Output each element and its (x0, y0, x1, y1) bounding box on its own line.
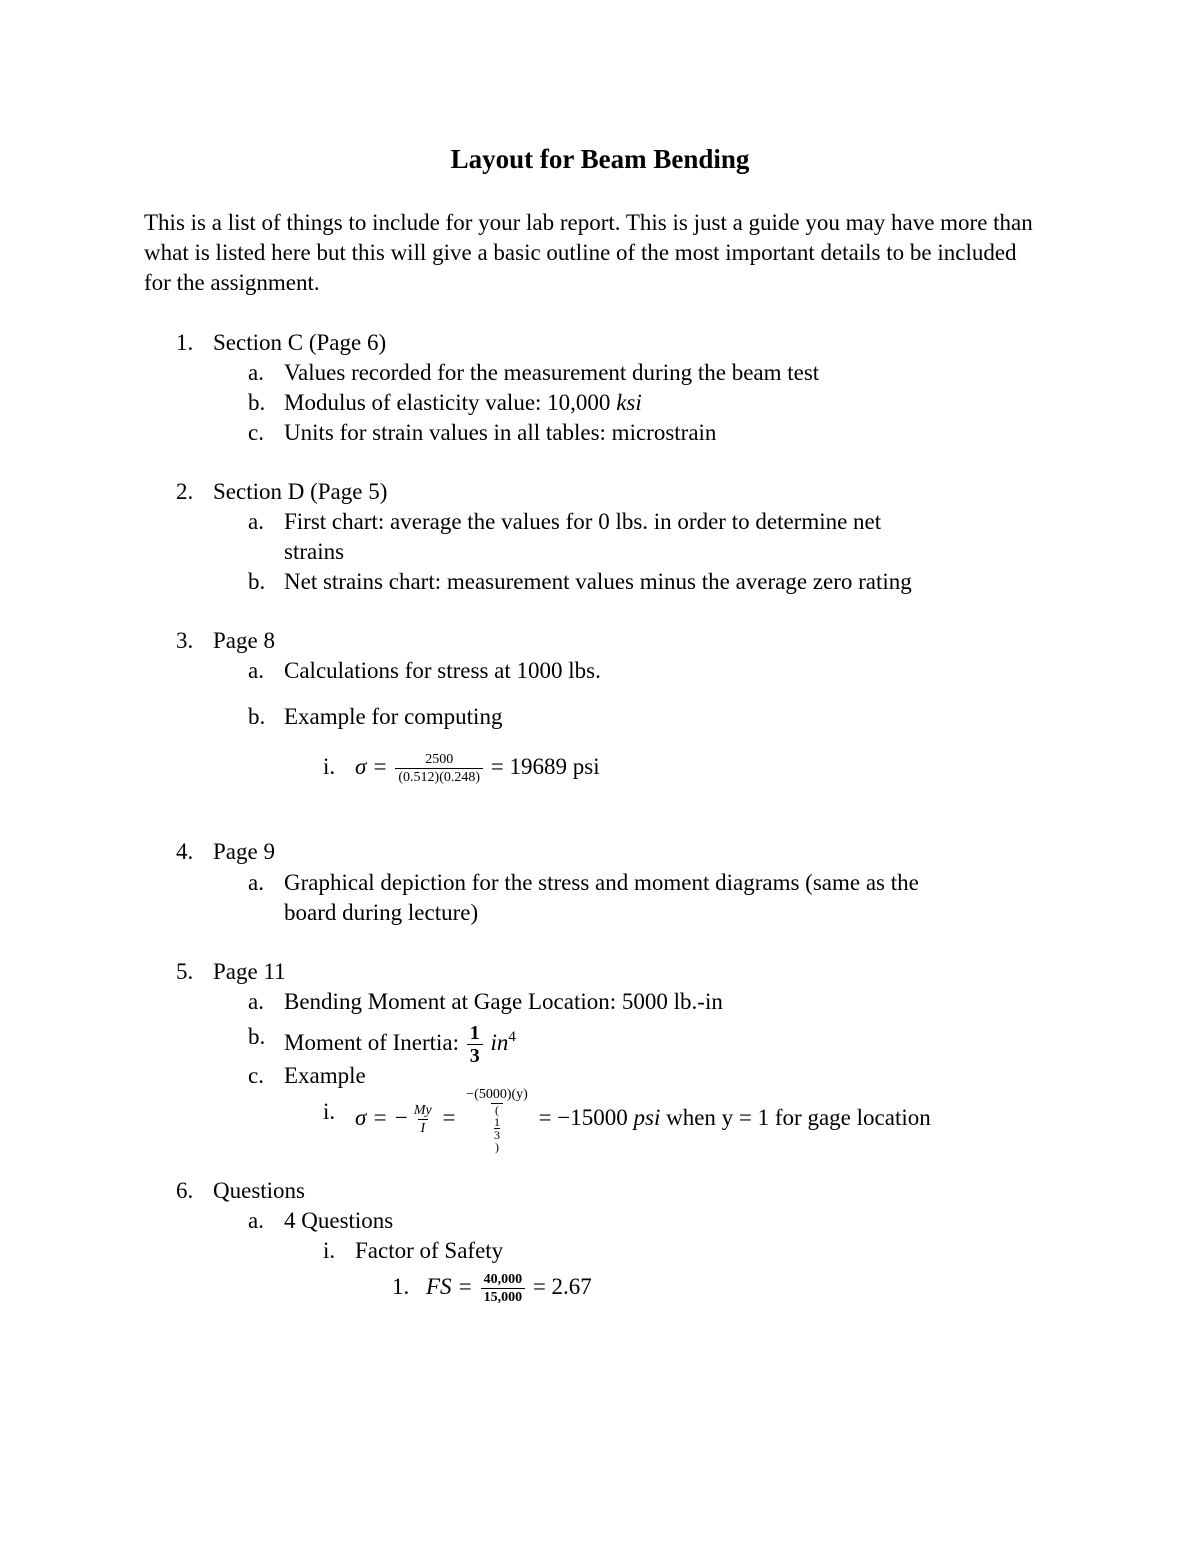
list-item: First chart: average the values for 0 lbs. in order to determine net (284, 509, 882, 534)
list-number: 2. (176, 479, 194, 504)
section-heading: Page 8 (213, 628, 275, 653)
list-letter: b. (248, 704, 266, 729)
list-number: 3. (176, 628, 194, 653)
list-letter: b. (248, 1024, 266, 1049)
list-item-continuation: strains (284, 539, 345, 564)
list-number: 6. (176, 1178, 194, 1203)
list-roman: i. (323, 754, 336, 779)
stress-formula: σ = $\frac{2500}{(0.512)(0.248)}$ = 19689 psi (355, 752, 600, 786)
section-heading: Questions (213, 1178, 305, 1203)
fraction: $\frac{1}{3}$ (467, 1022, 483, 1067)
list-item: Calculations for stress at 1000 lbs. (284, 658, 601, 683)
list-letter: a. (248, 870, 264, 895)
list-letter: a. (248, 509, 264, 534)
section-heading: Page 9 (213, 839, 275, 864)
page-title: Layout for Beam Bending (450, 144, 750, 174)
list-letter: c. (248, 1063, 264, 1088)
list-letter: b. (248, 569, 266, 594)
list-item: Graphical depiction for the stress and moment diagrams (same as the (284, 870, 919, 895)
list-roman: i. (323, 1238, 336, 1263)
list-letter: b. (248, 390, 266, 415)
list-number: 5. (176, 959, 194, 984)
list-item: Bending Moment at Gage Location: 5000 lb.-in (284, 989, 723, 1014)
list-item-continuation: board during lecture) (284, 900, 479, 925)
list-letter: a. (248, 989, 264, 1014)
fraction: −(5000)(y) ( 1 3 ) (466, 1087, 528, 1154)
list-item: 4 Questions (284, 1208, 394, 1233)
fraction: $\frac{2500}{(0.512)(0.248)}$ (395, 751, 483, 786)
list-letter: a. (248, 360, 264, 385)
list-item: Net strains chart: measurement values minus the average zero rating (284, 569, 912, 594)
list-number: 1. (392, 1274, 410, 1299)
list-number: 4. (176, 839, 194, 864)
fraction: $\frac{My}{I}$ (413, 1103, 432, 1136)
list-letter: a. (248, 658, 264, 683)
list-item: Values recorded for the measurement during the beam test (284, 360, 820, 385)
list-item: Modulus of elasticity value: 10,000 ksi (284, 390, 642, 415)
list-item: Moment of Inertia: $\frac{1}{3}$ $in^4$ (284, 1022, 516, 1068)
list-item: Example (284, 1063, 366, 1088)
list-item: Units for strain values in all tables: microstrain (284, 420, 717, 445)
math-unit: ksi (616, 390, 642, 415)
fraction: $\frac{40,000}{15,000}$ (481, 1271, 526, 1306)
section-heading: Section D (Page 5) (213, 479, 388, 504)
list-item: Example for computing (284, 704, 503, 729)
list-number: 1. (176, 330, 194, 355)
list-item: Factor of Safety (355, 1238, 504, 1263)
list-roman: i. (323, 1099, 336, 1124)
bending-stress-formula: σ = − $\frac{My}{I}$ = −(5000)(y) ( 1 3 ) = −15000 psi when y = 1 for gage location (355, 1087, 931, 1154)
section-heading: Page 11 (213, 959, 286, 984)
section-heading: Section C (Page 6) (213, 330, 387, 355)
intro-paragraph: This is a list of things to include for your lab report. This is just a guide you may have more than what is listed here but this will give a basic outline of the most important details to be included for the assignment. (144, 210, 1033, 295)
list-letter: a. (248, 1208, 264, 1233)
nested-fraction: ( 1 3 ) (494, 1103, 501, 1154)
list-letter: c. (248, 420, 264, 445)
safety-factor-formula: FS = $\frac{40,000}{15,000}$ = 2.67 (426, 1272, 592, 1306)
